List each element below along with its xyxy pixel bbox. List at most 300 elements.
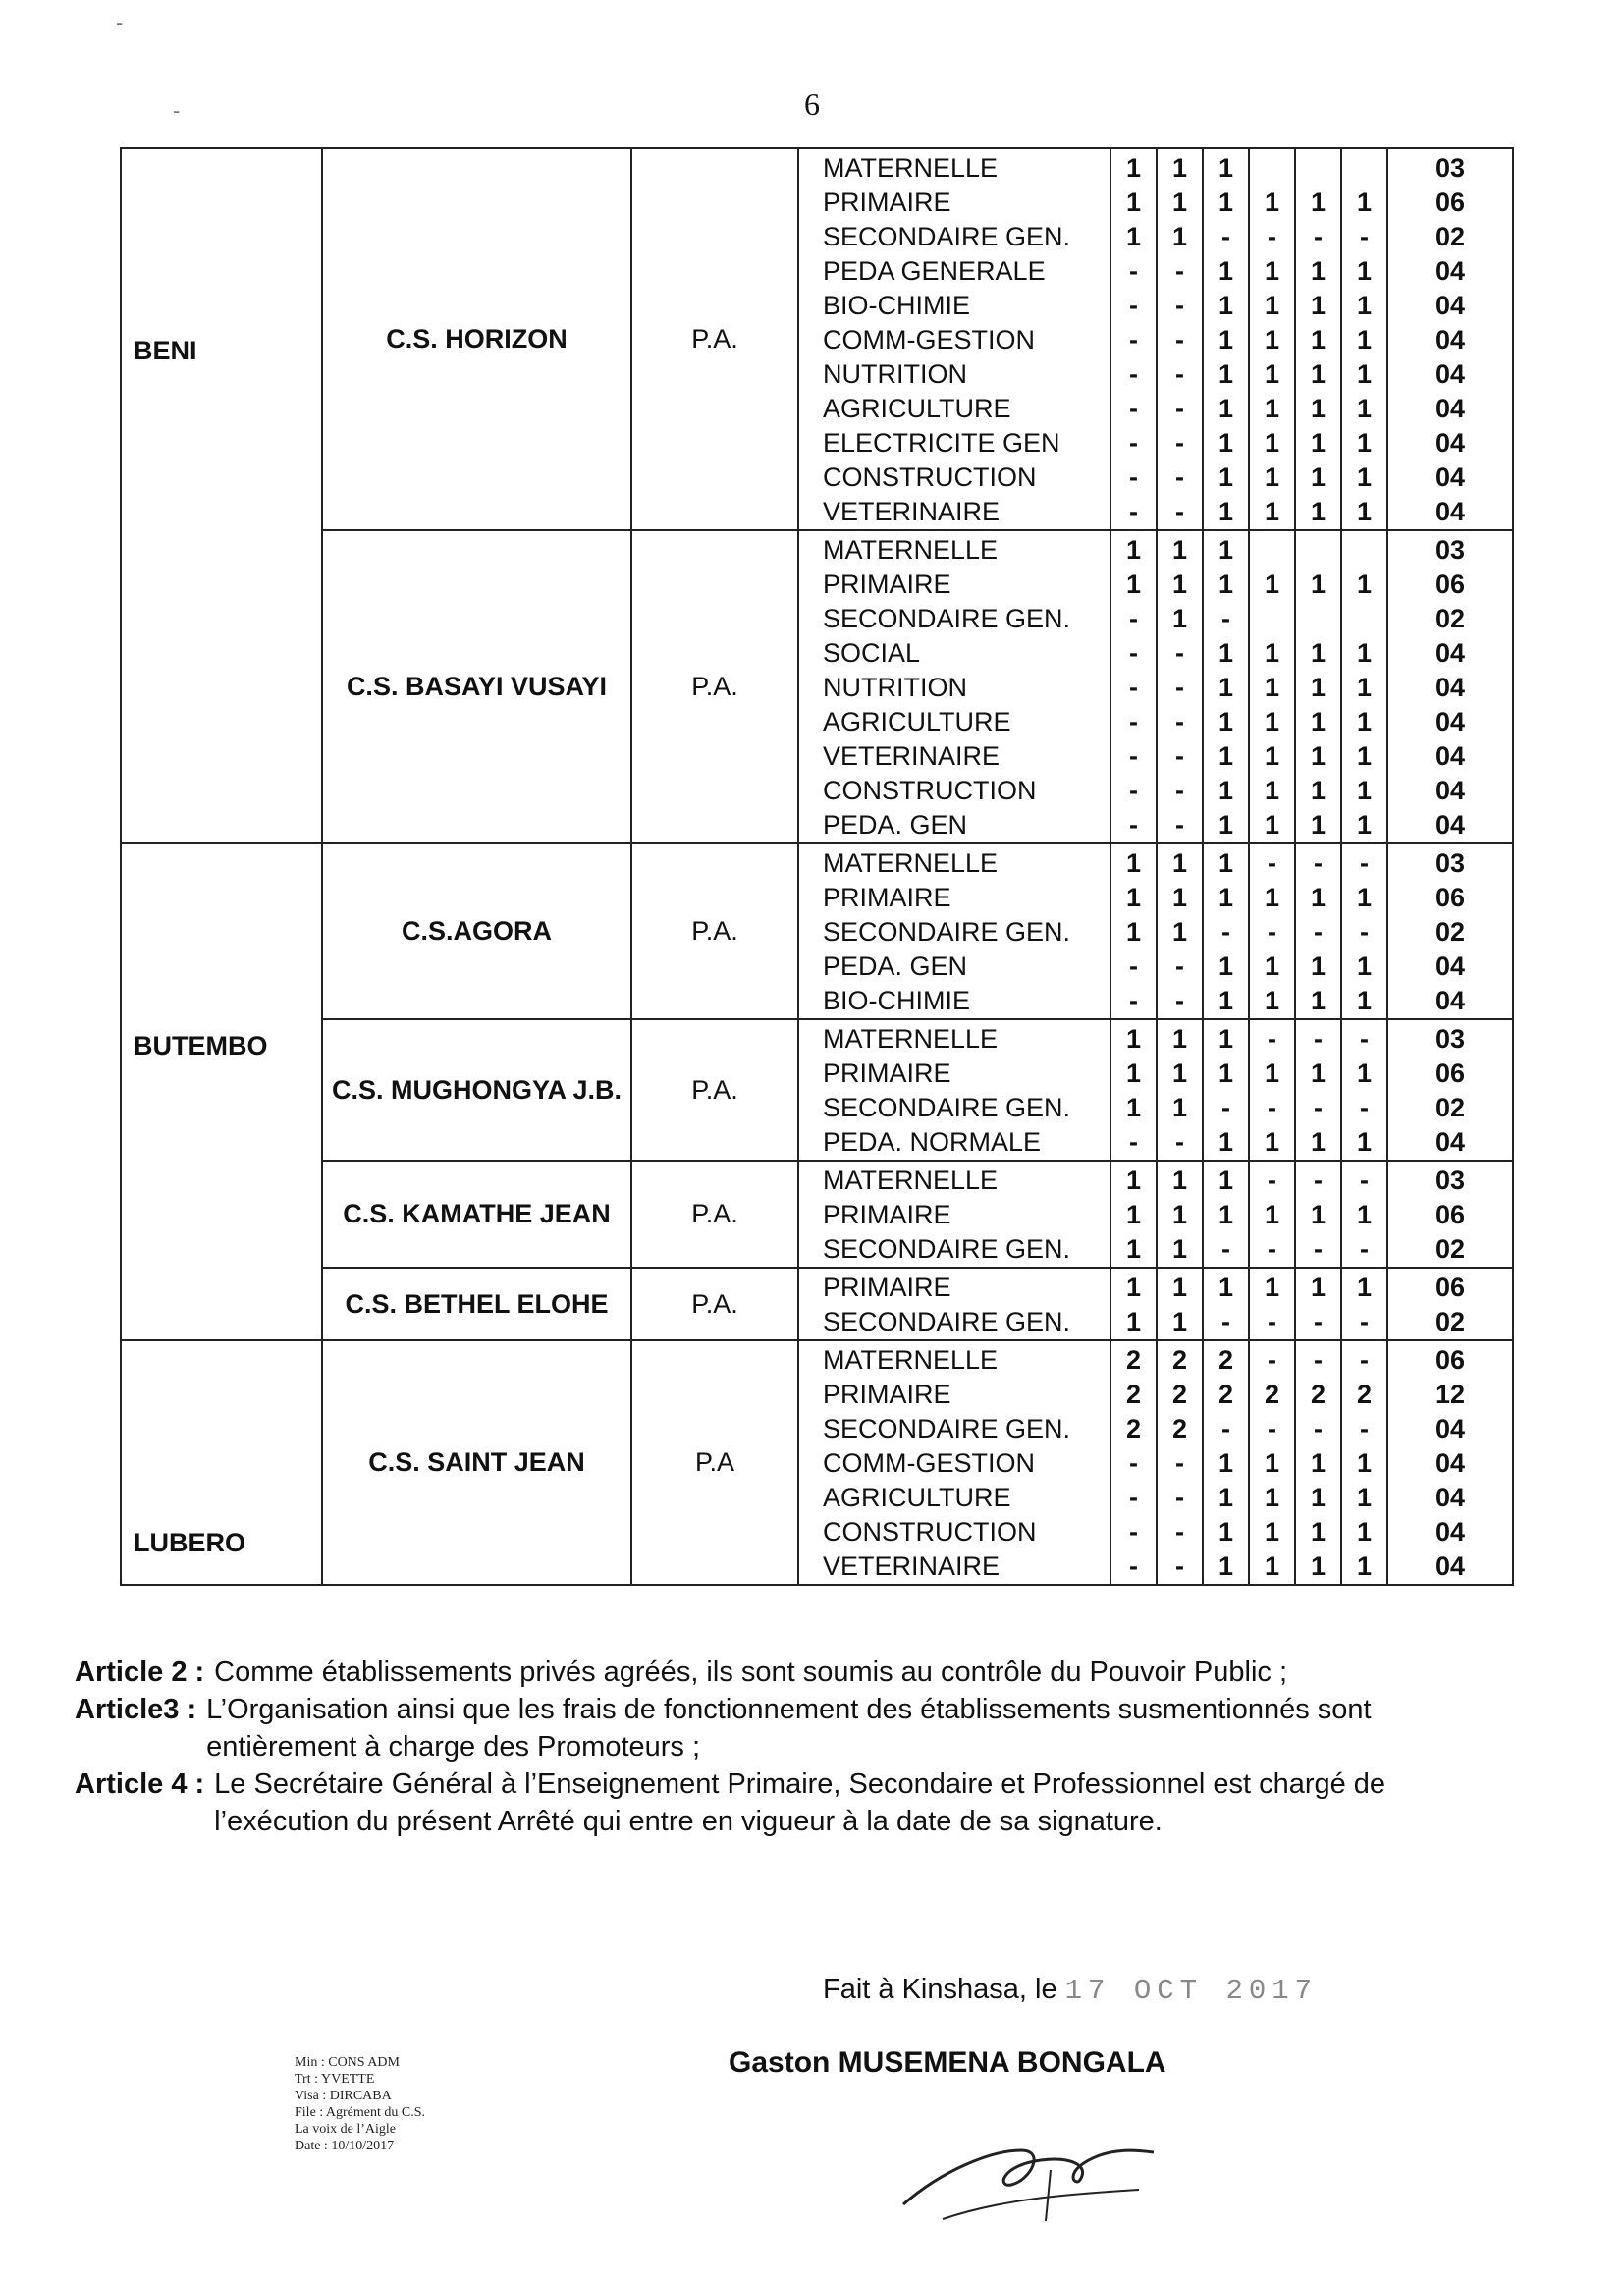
class-column-3	[1203, 843, 1249, 1019]
class-count: 1	[1310, 1200, 1326, 1229]
class-count: -	[1175, 325, 1184, 354]
class-column-5	[1295, 1340, 1341, 1585]
class-count: 1	[1264, 428, 1280, 458]
option-name: MATERNELLE	[823, 848, 999, 878]
class-column-4	[1249, 148, 1295, 530]
class-count: 1	[1264, 462, 1280, 492]
class-count: 1	[1356, 1273, 1373, 1302]
class-count: 1	[1171, 1234, 1188, 1264]
class-count: -	[1129, 291, 1138, 320]
option-total: 04	[1435, 1448, 1466, 1478]
class-count: 1	[1125, 1166, 1142, 1195]
class-count: 1	[1356, 883, 1373, 912]
option-total: 03	[1435, 848, 1466, 878]
option-total: 06	[1435, 883, 1466, 912]
option-total: 03	[1435, 535, 1466, 565]
option-total: 04	[1435, 1127, 1466, 1157]
class-count: 1	[1264, 325, 1280, 354]
option-total: 04	[1435, 325, 1466, 354]
option-total: 02	[1435, 604, 1466, 633]
class-count: 1	[1310, 1273, 1326, 1302]
class-count: 2	[1218, 1380, 1234, 1409]
class-count: 1	[1264, 776, 1280, 805]
class-count: 1	[1356, 1483, 1373, 1512]
article-label: Article 2 :	[75, 1657, 205, 1688]
class-count: 1	[1310, 570, 1326, 599]
class-count: -	[1129, 604, 1138, 633]
class-count: 2	[1171, 1414, 1188, 1443]
footer-note: Date : 10/10/2017	[295, 2139, 395, 2153]
class-column-1	[1110, 148, 1157, 530]
class-count: -	[1314, 1345, 1323, 1375]
option-name: SECONDAIRE GEN.	[823, 1234, 1071, 1264]
class-count: 1	[1218, 428, 1234, 458]
class-count: -	[1221, 222, 1230, 251]
article-label: Article 4 :	[75, 1768, 205, 1800]
class-count: 1	[1218, 1273, 1234, 1302]
class-count: 1	[1356, 462, 1373, 492]
option-total: 04	[1435, 1414, 1466, 1443]
class-column-4	[1249, 1019, 1295, 1161]
option-name: BIO-CHIMIE	[823, 986, 971, 1015]
class-count: 1	[1310, 1448, 1326, 1478]
class-count: 1	[1218, 570, 1234, 599]
footer-note: Min : CONS ADM	[295, 2055, 400, 2070]
class-count: -	[1175, 810, 1184, 840]
option-total: 04	[1435, 394, 1466, 423]
class-count: 1	[1356, 1059, 1373, 1088]
class-count: 1	[1218, 741, 1234, 771]
class-count: -	[1221, 1093, 1230, 1122]
class-count: -	[1129, 776, 1138, 805]
class-count: 1	[1218, 497, 1234, 526]
option-name: COMM-GESTION	[823, 1448, 1035, 1478]
option-total: 06	[1435, 1345, 1466, 1375]
class-count: 1	[1125, 1234, 1142, 1264]
class-count: 1	[1125, 1093, 1142, 1122]
class-count	[1296, 151, 1340, 186]
option-total: 06	[1435, 188, 1466, 217]
class-count: 2	[1125, 1345, 1142, 1375]
class-count: -	[1175, 986, 1184, 1015]
class-count: -	[1221, 917, 1230, 947]
class-count: 1	[1264, 359, 1280, 389]
class-count: 1	[1218, 1127, 1234, 1157]
class-count: -	[1314, 1024, 1323, 1054]
class-count: -	[1129, 428, 1138, 458]
class-count: 1	[1356, 1551, 1373, 1581]
class-count: 1	[1171, 1200, 1188, 1229]
options-cell	[798, 1019, 1110, 1161]
option-name: SECONDAIRE GEN.	[823, 604, 1071, 633]
option-total: 02	[1435, 1307, 1466, 1336]
class-count: 1	[1218, 256, 1234, 286]
class-count: -	[1175, 673, 1184, 702]
articles	[75, 1654, 1498, 1840]
class-count: -	[1268, 1414, 1276, 1443]
school-regime: P.A.	[631, 843, 798, 1019]
class-count: -	[1221, 1234, 1230, 1264]
class-count: 2	[1218, 1345, 1234, 1375]
class-count: 1	[1310, 810, 1326, 840]
class-count: 1	[1310, 1517, 1326, 1547]
class-count: -	[1175, 359, 1184, 389]
class-count: -	[1314, 1093, 1323, 1122]
option-name: MATERNELLE	[823, 1024, 999, 1054]
school-regime: P.A.	[631, 1019, 798, 1161]
class-count: -	[1175, 497, 1184, 526]
class-count: 1	[1264, 291, 1280, 320]
class-count: 1	[1310, 256, 1326, 286]
class-count	[1296, 533, 1340, 568]
option-name: VETERINAIRE	[823, 497, 1001, 526]
footer-note: Trt : YVETTE	[295, 2072, 375, 2087]
school-name: C.S.AGORA	[322, 843, 631, 1019]
class-count	[1250, 151, 1294, 186]
option-name: SECONDAIRE GEN.	[823, 1307, 1071, 1336]
class-count: -	[1175, 1448, 1184, 1478]
class-count: -	[1129, 256, 1138, 286]
class-count: 1	[1171, 1059, 1188, 1088]
total-column	[1387, 1340, 1513, 1585]
class-count: -	[1360, 1234, 1369, 1264]
class-count: 1	[1356, 1517, 1373, 1547]
school-name: C.S. MUGHONGYA J.B.	[322, 1019, 631, 1161]
class-count: 1	[1310, 776, 1326, 805]
class-column-2	[1157, 1340, 1203, 1585]
class-column-2	[1157, 1161, 1203, 1268]
option-total: 04	[1435, 291, 1466, 320]
option-name: PEDA. GEN	[823, 810, 968, 840]
class-count: -	[1360, 1414, 1369, 1443]
total-column	[1387, 1161, 1513, 1268]
school-regime: P.A.	[631, 1268, 798, 1340]
class-count: -	[1129, 497, 1138, 526]
school-row	[121, 148, 1513, 530]
class-count: 1	[1310, 1551, 1326, 1581]
footer-note: File : Agrément du C.S.	[295, 2105, 425, 2120]
class-count: -	[1129, 394, 1138, 423]
class-count: 1	[1356, 638, 1373, 668]
option-name: MATERNELLE	[823, 1166, 999, 1195]
class-count: 2	[1171, 1380, 1188, 1409]
class-count: 1	[1218, 776, 1234, 805]
class-count: -	[1175, 951, 1184, 981]
class-count: -	[1268, 848, 1276, 878]
total-column	[1387, 1268, 1513, 1340]
class-column-1	[1110, 1268, 1157, 1340]
option-total: 04	[1435, 256, 1466, 286]
options-cell	[798, 148, 1110, 530]
class-count: 1	[1356, 325, 1373, 354]
school-row	[121, 530, 1513, 843]
class-count: 1	[1125, 153, 1142, 183]
class-count: -	[1360, 917, 1369, 947]
option-total: 02	[1435, 1093, 1466, 1122]
class-count	[1342, 602, 1386, 636]
class-count: 1	[1125, 188, 1142, 217]
class-count: 1	[1356, 291, 1373, 320]
class-count: -	[1175, 638, 1184, 668]
class-count: 1	[1125, 535, 1142, 565]
class-count: 1	[1264, 256, 1280, 286]
class-count: 1	[1218, 462, 1234, 492]
class-column-5	[1295, 148, 1341, 530]
option-name: MATERNELLE	[823, 1345, 999, 1375]
option-name: NUTRITION	[823, 673, 967, 702]
class-count	[1296, 602, 1340, 636]
class-column-1	[1110, 843, 1157, 1019]
class-count: 1	[1264, 1551, 1280, 1581]
option-name: AGRICULTURE	[823, 394, 1011, 423]
school-regime: P.A.	[631, 1161, 798, 1268]
option-name: AGRICULTURE	[823, 1483, 1011, 1512]
article-2	[75, 1654, 1498, 1691]
class-count: 1	[1356, 673, 1373, 702]
option-name: MATERNELLE	[823, 535, 999, 565]
class-count: -	[1268, 1234, 1276, 1264]
option-total: 06	[1435, 1273, 1466, 1302]
class-count: 1	[1310, 986, 1326, 1015]
class-count	[1250, 533, 1294, 568]
class-count: -	[1314, 222, 1323, 251]
option-name: PRIMAIRE	[823, 883, 951, 912]
option-total: 04	[1435, 497, 1466, 526]
class-count: -	[1129, 986, 1138, 1015]
class-count: -	[1129, 810, 1138, 840]
option-name: PEDA GENERALE	[823, 256, 1046, 286]
option-total: 02	[1435, 222, 1466, 251]
school-row	[121, 1019, 1513, 1161]
district-name: BUTEMBO	[121, 843, 322, 1340]
option-name: NUTRITION	[823, 359, 967, 389]
class-count: -	[1360, 1307, 1369, 1336]
class-count: 1	[1125, 1024, 1142, 1054]
class-count: 1	[1171, 1166, 1188, 1195]
class-count: 1	[1264, 810, 1280, 840]
class-count: -	[1360, 222, 1369, 251]
article-3	[75, 1691, 1498, 1766]
class-count: -	[1360, 1345, 1369, 1375]
class-column-4	[1249, 530, 1295, 843]
option-total: 04	[1435, 810, 1466, 840]
class-column-2	[1157, 530, 1203, 843]
class-count: -	[1175, 428, 1184, 458]
class-count: 1	[1310, 673, 1326, 702]
option-name: CONSTRUCTION	[823, 462, 1037, 492]
class-count: 1	[1310, 1127, 1326, 1157]
handwritten-signature	[884, 2111, 1178, 2229]
option-total: 04	[1435, 359, 1466, 389]
class-column-3	[1203, 530, 1249, 843]
class-count: 2	[1125, 1380, 1142, 1409]
class-count: 1	[1264, 638, 1280, 668]
class-column-4	[1249, 1161, 1295, 1268]
option-name: PRIMAIRE	[823, 1380, 951, 1409]
class-count: 1	[1356, 1127, 1373, 1157]
option-name: MATERNELLE	[823, 153, 999, 183]
total-column	[1387, 530, 1513, 843]
class-count: -	[1314, 848, 1323, 878]
option-name: CONSTRUCTION	[823, 776, 1037, 805]
class-count: 1	[1356, 256, 1373, 286]
class-count: 1	[1218, 638, 1234, 668]
class-count: 1	[1356, 394, 1373, 423]
school-regime: P.A	[631, 1340, 798, 1585]
class-count: 1	[1218, 673, 1234, 702]
class-column-6	[1341, 1161, 1387, 1268]
class-count: -	[1268, 1166, 1276, 1195]
class-count: -	[1129, 673, 1138, 702]
option-name: ELECTRICITE GEN	[823, 428, 1060, 458]
class-count: 1	[1218, 394, 1234, 423]
option-total: 04	[1435, 776, 1466, 805]
schools-table	[120, 147, 1514, 1586]
option-name: CONSTRUCTION	[823, 1517, 1037, 1547]
class-count: 1	[1125, 570, 1142, 599]
class-column-4	[1249, 843, 1295, 1019]
option-name: SECONDAIRE GEN.	[823, 917, 1071, 947]
class-count: 1	[1356, 428, 1373, 458]
option-total: 04	[1435, 673, 1466, 702]
class-count: -	[1175, 1127, 1184, 1157]
school-name: C.S. HORIZON	[322, 148, 631, 530]
class-column-1	[1110, 1340, 1157, 1585]
option-name: SECONDAIRE GEN.	[823, 1093, 1071, 1122]
class-count: 1	[1356, 188, 1373, 217]
option-name: COMM-GESTION	[823, 325, 1035, 354]
class-count: -	[1175, 1551, 1184, 1581]
options-cell	[798, 843, 1110, 1019]
option-total: 02	[1435, 1234, 1466, 1264]
signatory-name: Gaston MUSEMENA BONGALA	[729, 2046, 1166, 2079]
school-name: C.S. KAMATHE JEAN	[322, 1161, 631, 1268]
option-total: 04	[1435, 707, 1466, 736]
class-count: 1	[1218, 325, 1234, 354]
class-count: 1	[1125, 222, 1142, 251]
class-count: 1	[1310, 462, 1326, 492]
class-count: 1	[1356, 707, 1373, 736]
options-cell	[798, 1161, 1110, 1268]
class-count: -	[1314, 1307, 1323, 1336]
option-name: SECONDAIRE GEN.	[823, 1414, 1071, 1443]
class-count: -	[1175, 741, 1184, 771]
class-column-3	[1203, 148, 1249, 530]
class-count: 1	[1356, 570, 1373, 599]
option-total: 03	[1435, 1166, 1466, 1195]
school-regime: P.A.	[631, 530, 798, 843]
class-column-2	[1157, 148, 1203, 530]
class-count: 1	[1218, 810, 1234, 840]
class-count: 1	[1171, 188, 1188, 217]
class-column-6	[1341, 530, 1387, 843]
footer-notes	[295, 2054, 425, 2154]
article-label: Article3 :	[75, 1694, 197, 1725]
class-count: 1	[1264, 986, 1280, 1015]
class-count	[1342, 533, 1386, 568]
place-label: Fait à Kinshasa, le	[823, 1974, 1057, 2005]
option-name: SECONDAIRE GEN.	[823, 222, 1071, 251]
school-row	[121, 843, 1513, 1019]
class-count: 1	[1218, 707, 1234, 736]
class-count: 1	[1356, 951, 1373, 981]
total-column	[1387, 1019, 1513, 1161]
class-count: 1	[1264, 883, 1280, 912]
class-count: 1	[1125, 1200, 1142, 1229]
class-count: 2	[1171, 1345, 1188, 1375]
class-count: 1	[1264, 1200, 1280, 1229]
class-column-2	[1157, 843, 1203, 1019]
total-column	[1387, 148, 1513, 530]
class-count: 1	[1264, 1127, 1280, 1157]
class-count: 1	[1264, 188, 1280, 217]
class-count: -	[1129, 325, 1138, 354]
date-stamp: 17 OCT 2017	[1064, 1975, 1319, 2007]
class-count: 1	[1218, 1166, 1234, 1195]
class-count: 1	[1171, 917, 1188, 947]
class-count: 1	[1310, 497, 1326, 526]
option-total: 04	[1435, 638, 1466, 668]
class-count: 1	[1310, 291, 1326, 320]
class-count: 1	[1218, 535, 1234, 565]
class-count: -	[1129, 707, 1138, 736]
school-name: C.S. BETHEL ELOHE	[322, 1268, 631, 1340]
class-count: 1	[1310, 883, 1326, 912]
class-count: 1	[1264, 1448, 1280, 1478]
class-count	[1250, 602, 1294, 636]
option-total: 04	[1435, 462, 1466, 492]
class-count: 1	[1310, 638, 1326, 668]
class-count	[1342, 151, 1386, 186]
article-text: Comme établissements privés agréés, ils sont soumis au contrôle du Pouvoir Public ;	[214, 1657, 1287, 1688]
option-name: PRIMAIRE	[823, 1059, 951, 1088]
class-count: 1	[1356, 986, 1373, 1015]
class-count: 1	[1218, 188, 1234, 217]
class-column-3	[1203, 1161, 1249, 1268]
class-count: 1	[1171, 570, 1188, 599]
class-count: -	[1129, 741, 1138, 771]
article-text: L’Organisation ainsi que les frais de fonctionnement des établissements susmentionnés sont entièrement à charge des Promoteurs ;	[206, 1694, 1372, 1763]
class-column-5	[1295, 530, 1341, 843]
class-count: 1	[1171, 604, 1188, 633]
class-count: 1	[1218, 1024, 1234, 1054]
school-row	[121, 1268, 1513, 1340]
school-regime: P.A.	[631, 148, 798, 530]
class-count: -	[1268, 1024, 1276, 1054]
class-column-6	[1341, 843, 1387, 1019]
class-count: 1	[1125, 917, 1142, 947]
class-count: 1	[1218, 883, 1234, 912]
class-count: 1	[1310, 1059, 1326, 1088]
district-name: BENI	[121, 148, 322, 843]
class-count: 1	[1125, 1059, 1142, 1088]
class-column-6	[1341, 148, 1387, 530]
class-count: 1	[1356, 1200, 1373, 1229]
class-count: -	[1175, 1483, 1184, 1512]
class-count: 1	[1171, 1273, 1188, 1302]
class-count: 1	[1171, 883, 1188, 912]
class-count: -	[1360, 1166, 1369, 1195]
class-count: -	[1268, 1345, 1276, 1375]
option-name: VETERINAIRE	[823, 1551, 1001, 1581]
district-name: LUBERO	[121, 1340, 322, 1585]
class-column-1	[1110, 1019, 1157, 1161]
class-count: 1	[1310, 188, 1326, 217]
option-total: 04	[1435, 1517, 1466, 1547]
class-count: 1	[1218, 1448, 1234, 1478]
class-count: -	[1129, 1483, 1138, 1512]
class-count: -	[1268, 222, 1276, 251]
